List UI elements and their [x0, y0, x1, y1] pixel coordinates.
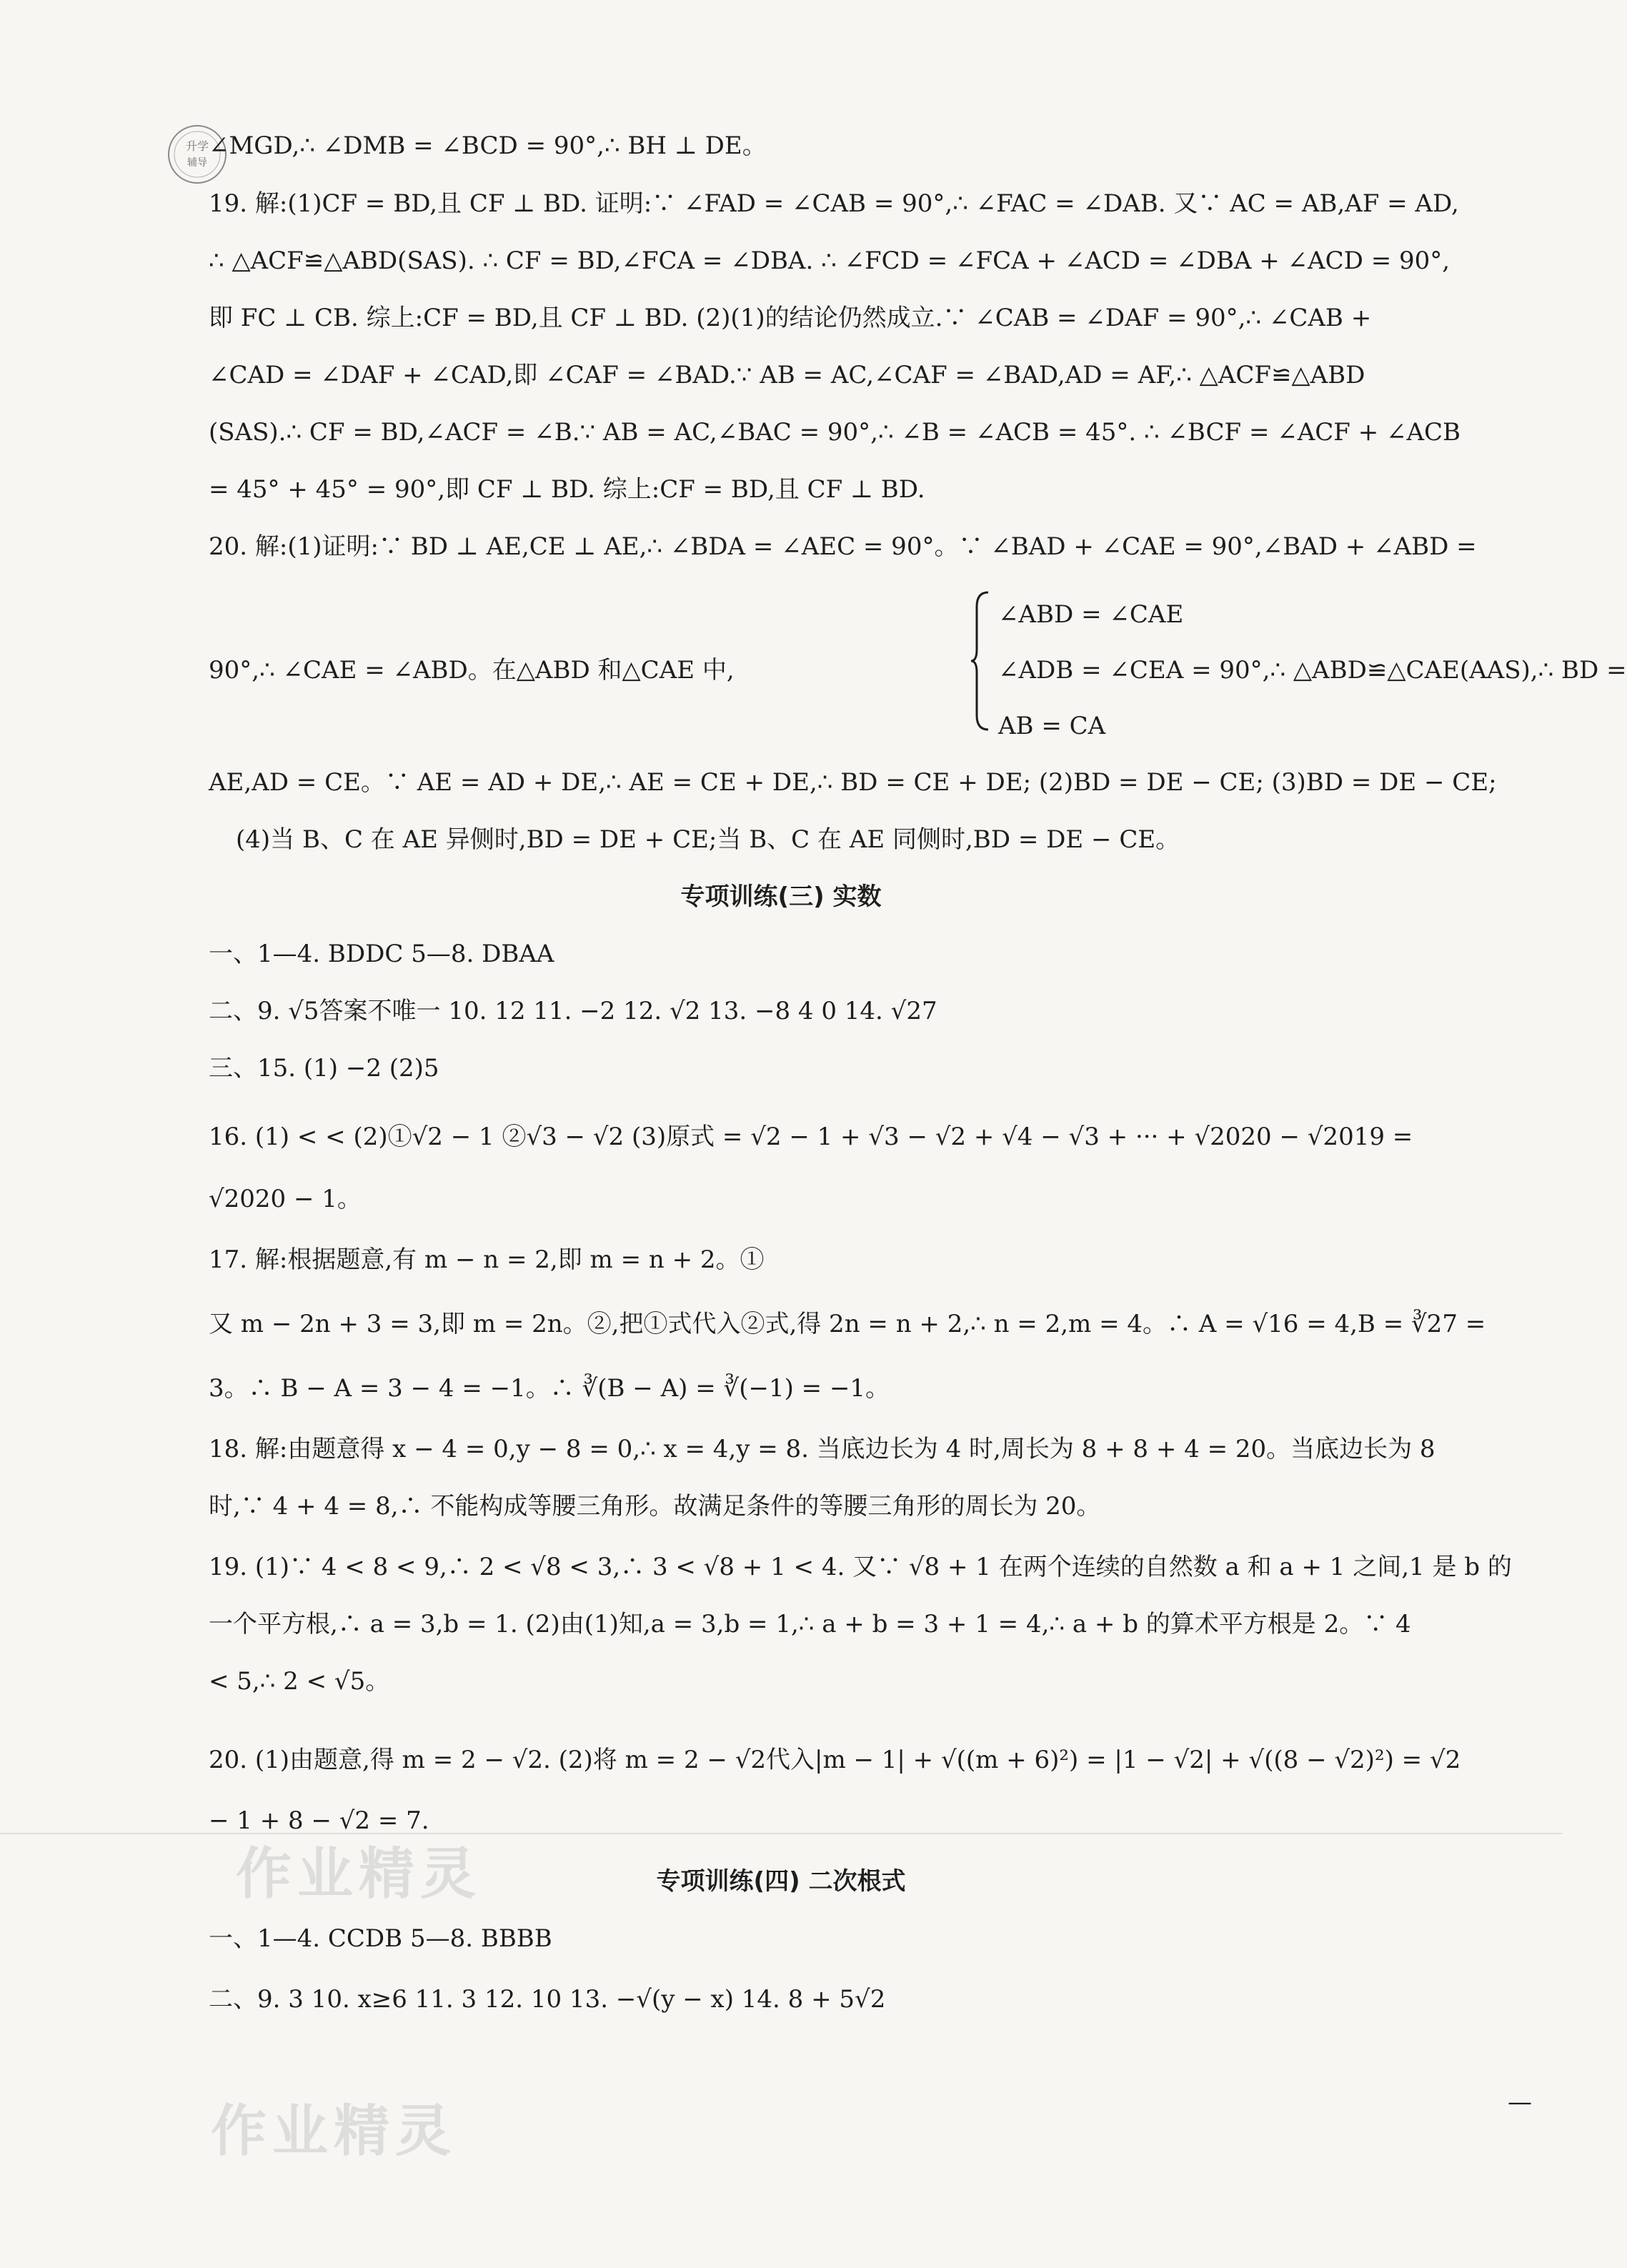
- text-line: (SAS).∴ CF = BD,∠ACF = ∠B.∵ AB = AC,∠BAC = 90°,∴ ∠B = ∠ACB = 45°. ∴ ∠BCF = ∠ACF + ∠ACB: [209, 418, 1461, 447]
- section-heading: 专项训练(四) 二次根式: [656, 1867, 906, 1896]
- text-line: 20. (1)由题意,得 m = 2 − √2. (2)将 m = 2 − √2代入|m − 1| + √((m + 6)²) = |1 − √2| + √((8 − √2)²) = √2: [209, 1746, 1461, 1774]
- text-line: 一、1—4. CCDB 5—8. BBBB: [209, 1924, 552, 1953]
- divider: [0, 1833, 1562, 1834]
- text-line: < 5,∴ 2 < √5。: [209, 1667, 390, 1696]
- brace-condition: ∠ADB = ∠CEA = 90°,∴ △ABD≌△CAE(AAS),∴ BD =: [998, 656, 1627, 685]
- text-line: 90°,∴ ∠CAE = ∠ABD。在△ABD 和△CAE 中,: [209, 656, 735, 685]
- text-line: − 1 + 8 − √2 = 7.: [209, 1806, 429, 1835]
- watermark: 作业精灵: [236, 1842, 482, 1906]
- text-line: 3。∴ B − A = 3 − 4 = −1。∴ ∛(B − A) = ∛(−1) = −1。: [209, 1374, 890, 1403]
- text-line: 19. 解:(1)CF = BD,且 CF ⊥ BD. 证明:∵ ∠FAD = ∠CAB = 90°,∴ ∠FAC = ∠DAB. 又∵ AC = AB,AF = AD,: [209, 189, 1459, 218]
- brace-condition: ∠ABD = ∠CAE: [998, 600, 1184, 629]
- text-line: 即 FC ⊥ CB. 综上:CF = BD,且 CF ⊥ BD. (2)(1)的结论仍然成立.∵ ∠CAB = ∠DAF = 90°,∴ ∠CAB +: [209, 304, 1372, 332]
- text-line: 一、1—4. BDDC 5—8. DBAA: [209, 940, 554, 968]
- text-line: 又 m − 2n + 3 = 3,即 m = 2n。②,把①式代入②式,得 2n = n + 2,∴ n = 2,m = 4。∴ A = √16 = 4,B = ∛27 =: [209, 1310, 1486, 1338]
- text-line: (4)当 B、C 在 AE 异侧时,BD = DE + CE;当 B、C 在 AE 同侧时,BD = DE − CE。: [236, 825, 1180, 854]
- text-line: 二、9. √5答案不唯一 10. 12 11. −2 12. √2 13. −8 4 0 14. √27: [209, 997, 937, 1025]
- text-line: ∠MGD,∴ ∠DMB = ∠BCD = 90°,∴ BH ⊥ DE。: [209, 131, 767, 160]
- svg-text:辅导: 辅导: [187, 157, 207, 169]
- text-line: ∴ △ACF≌△ABD(SAS). ∴ CF = BD,∠FCA = ∠DBA. ∴ ∠FCD = ∠FCA + ∠ACD = ∠DBA + ∠ACD = 90°,: [209, 247, 1451, 275]
- text-line: 三、15. (1) −2 (2)5: [209, 1054, 439, 1083]
- text-line: √2020 − 1。: [209, 1185, 362, 1213]
- text-line: = 45° + 45° = 90°,即 CF ⊥ BD. 综上:CF = BD,且 CF ⊥ BD.: [209, 475, 925, 504]
- text-line: ∠CAD = ∠DAF + ∠CAD,即 ∠CAF = ∠BAD.∵ AB = AC,∠CAF = ∠BAD,AD = AF,∴ △ACF≌△ABD: [209, 361, 1365, 389]
- watermark: 作业精灵: [211, 2099, 457, 2164]
- text-line: 时,∵ 4 + 4 = 8,∴ 不能构成等腰三角形。故满足条件的等腰三角形的周长为 20。: [209, 1492, 1101, 1521]
- text-line: 18. 解:由题意得 x − 4 = 0,y − 8 = 0,∴ x = 4,y = 8. 当底边长为 4 时,周长为 8 + 8 + 4 = 20。当底边长为 8: [209, 1435, 1436, 1463]
- text-line: 20. 解:(1)证明:∵ BD ⊥ AE,CE ⊥ AE,∴ ∠BDA = ∠AEC = 90°。∵ ∠BAD + ∠CAE = 90°,∠BAD + ∠ABD =: [209, 532, 1477, 561]
- left-brace: [970, 590, 991, 732]
- page-marker: —: [1508, 2088, 1532, 2117]
- text-line: 19. (1)∵ 4 < 8 < 9,∴ 2 < √8 < 3,∴ 3 < √8 + 1 < 4. 又∵ √8 + 1 在两个连续的自然数 a 和 a + 1 之间,1 是 b 的: [209, 1553, 1512, 1581]
- congruence-conditions: [209, 582, 1627, 740]
- text-line: 二、9. 3 10. x≥6 11. 3 12. 10 13. −√(y − x) 14. 8 + 5√2: [209, 1985, 886, 2014]
- svg-text:升学: 升学: [185, 139, 209, 153]
- text-line: AE,AD = CE。∵ AE = AD + DE,∴ AE = CE + DE,∴ BD = CE + DE; (2)BD = DE − CE; (3)BD = DE − CE;: [209, 768, 1497, 797]
- text-line: 16. (1) < < (2)①√2 − 1 ②√3 − √2 (3)原式 = √2 − 1 + √3 − √2 + √4 − √3 + ··· + √2020 − √2019 =: [209, 1123, 1413, 1151]
- section-heading: 专项训练(三) 实数: [680, 882, 882, 911]
- brace-condition: AB = CA: [998, 712, 1106, 740]
- text-line: 一个平方根,∴ a = 3,b = 1. (2)由(1)知,a = 3,b = 1,∴ a + b = 3 + 1 = 4,∴ a + b 的算术平方根是 2。∵ 4: [209, 1610, 1411, 1638]
- text-line: 17. 解:根据题意,有 m − n = 2,即 m = n + 2。①: [209, 1245, 765, 1274]
